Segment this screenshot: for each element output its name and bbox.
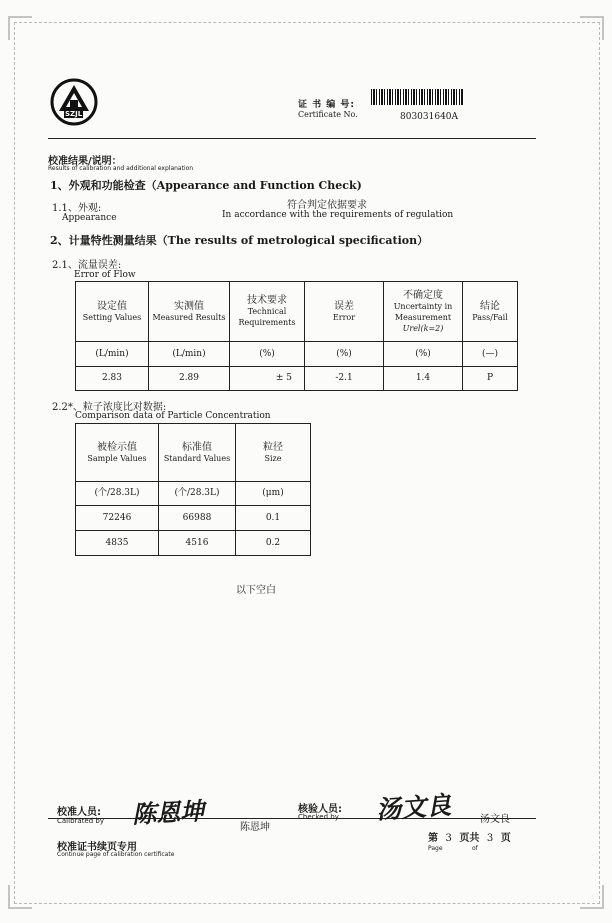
particle-size: 0.1	[236, 506, 311, 531]
particle-size: 0.2	[236, 531, 311, 556]
header-cell: 不确定度 Uncertainty in Measurement Urel(k=2)	[384, 282, 463, 342]
logo-text: SZJL	[65, 110, 83, 118]
particle-label-zh: 2.2*、粒子浓度比对数据:	[52, 402, 167, 413]
results-title-en: Results of calibration and additional explanation	[48, 165, 194, 172]
header-cell: 结论 Pass/Fail	[463, 282, 518, 342]
page-current: 3	[445, 833, 452, 844]
particle-units-row	[76, 482, 311, 506]
cert-no-label-zh: 证 书 编 号:	[298, 100, 355, 110]
particle-table	[75, 423, 311, 556]
flow-header-row	[76, 282, 518, 342]
header-divider	[48, 138, 536, 139]
checked-by-label-en: Checked by	[298, 813, 339, 821]
particle-header-row	[76, 424, 311, 482]
unit-cell: (个/28.3L)	[159, 482, 236, 506]
table-row	[76, 506, 311, 531]
header-cell: 实测值 Measured Results	[149, 282, 230, 342]
unit-cell: (%)	[305, 342, 384, 367]
of-label-en: of	[472, 845, 478, 852]
page-indicator: 第 3 页共 3 页	[428, 833, 511, 844]
standard-value: 4516	[159, 531, 236, 556]
flow-technical-requirement: ± 5	[230, 367, 305, 391]
appearance-label-en: Appearance	[62, 213, 117, 223]
flow-error: -2.1	[305, 367, 384, 391]
sample-value: 72246	[76, 506, 159, 531]
unit-cell: (%)	[384, 342, 463, 367]
header-cell: 设定值 Setting Values	[76, 282, 149, 342]
header-cell: 误差 Error	[305, 282, 384, 342]
header-cell: 被检示值 Sample Values	[76, 424, 159, 482]
continue-page-label-en: Continue page of calibration certificate	[57, 851, 175, 858]
frame-corner	[580, 16, 604, 40]
particle-label-en: Comparison data of Particle Concentration	[75, 411, 271, 421]
header-cell: 粒径 Size	[236, 424, 311, 482]
checker-name: 汤文良	[480, 814, 510, 825]
frame-corner	[580, 885, 604, 909]
blank-note: 以下空白	[236, 585, 276, 596]
frame-corner	[8, 16, 32, 40]
flow-units-row	[76, 342, 518, 367]
calibrator-signature: 陈恩坤	[131, 796, 205, 829]
flow-setting-value: 2.83	[76, 367, 149, 391]
calibrated-by-label-en: Calibrated by	[57, 817, 104, 825]
checker-signature: 汤文良	[375, 790, 453, 825]
flow-table	[75, 281, 518, 391]
unit-cell: (L/min)	[76, 342, 149, 367]
appearance-value-en: In accordance with the requirements of regulation	[222, 210, 454, 220]
page-label-en: Page	[428, 845, 443, 852]
logo-emblem-icon	[50, 78, 98, 126]
header-cell: 标准值 Standard Values	[159, 424, 236, 482]
standard-value: 66988	[159, 506, 236, 531]
header-cell: 技术要求 Technical Requirements	[230, 282, 305, 342]
unit-cell: (%)	[230, 342, 305, 367]
flow-label-zh: 2.1、流量误差:	[52, 260, 122, 271]
calibrated-by-label-zh: 校准人员:	[57, 807, 101, 818]
barcode	[371, 89, 464, 105]
unit-cell: (μm)	[236, 482, 311, 506]
page-total: 3	[486, 833, 494, 844]
section2-title: 2、计量特性测量结果（The results of metrological specification）	[50, 234, 429, 247]
flow-uncertainty: 1.4	[384, 367, 463, 391]
unit-cell: (—)	[463, 342, 518, 367]
calibrator-name: 陈恩坤	[240, 822, 270, 833]
results-title-zh: 校准结果/说明：	[48, 156, 122, 167]
unit-cell: (L/min)	[149, 342, 230, 367]
logo	[50, 78, 98, 126]
table-row	[76, 367, 518, 391]
cert-no-value: 803031640A	[400, 112, 459, 122]
sample-value: 4835	[76, 531, 159, 556]
section1-title: 1、外观和功能检查（Appearance and Function Check)	[50, 179, 362, 192]
checked-by-label-zh: 核验人员:	[298, 804, 342, 815]
cert-no-label-en: Certificate No.	[298, 110, 358, 119]
continue-page-label-zh: 校准证书续页专用	[57, 842, 137, 853]
appearance-label-zh: 1.1、外观:	[52, 203, 102, 214]
flow-label-en: Error of Flow	[74, 270, 136, 280]
flow-pass-fail: P	[463, 367, 518, 391]
flow-measured-value: 2.89	[149, 367, 230, 391]
footer-divider	[48, 818, 536, 819]
frame-corner	[8, 885, 32, 909]
table-row	[76, 531, 311, 556]
appearance-value-zh: 符合判定依据要求	[287, 200, 367, 211]
unit-cell: (个/28.3L)	[76, 482, 159, 506]
